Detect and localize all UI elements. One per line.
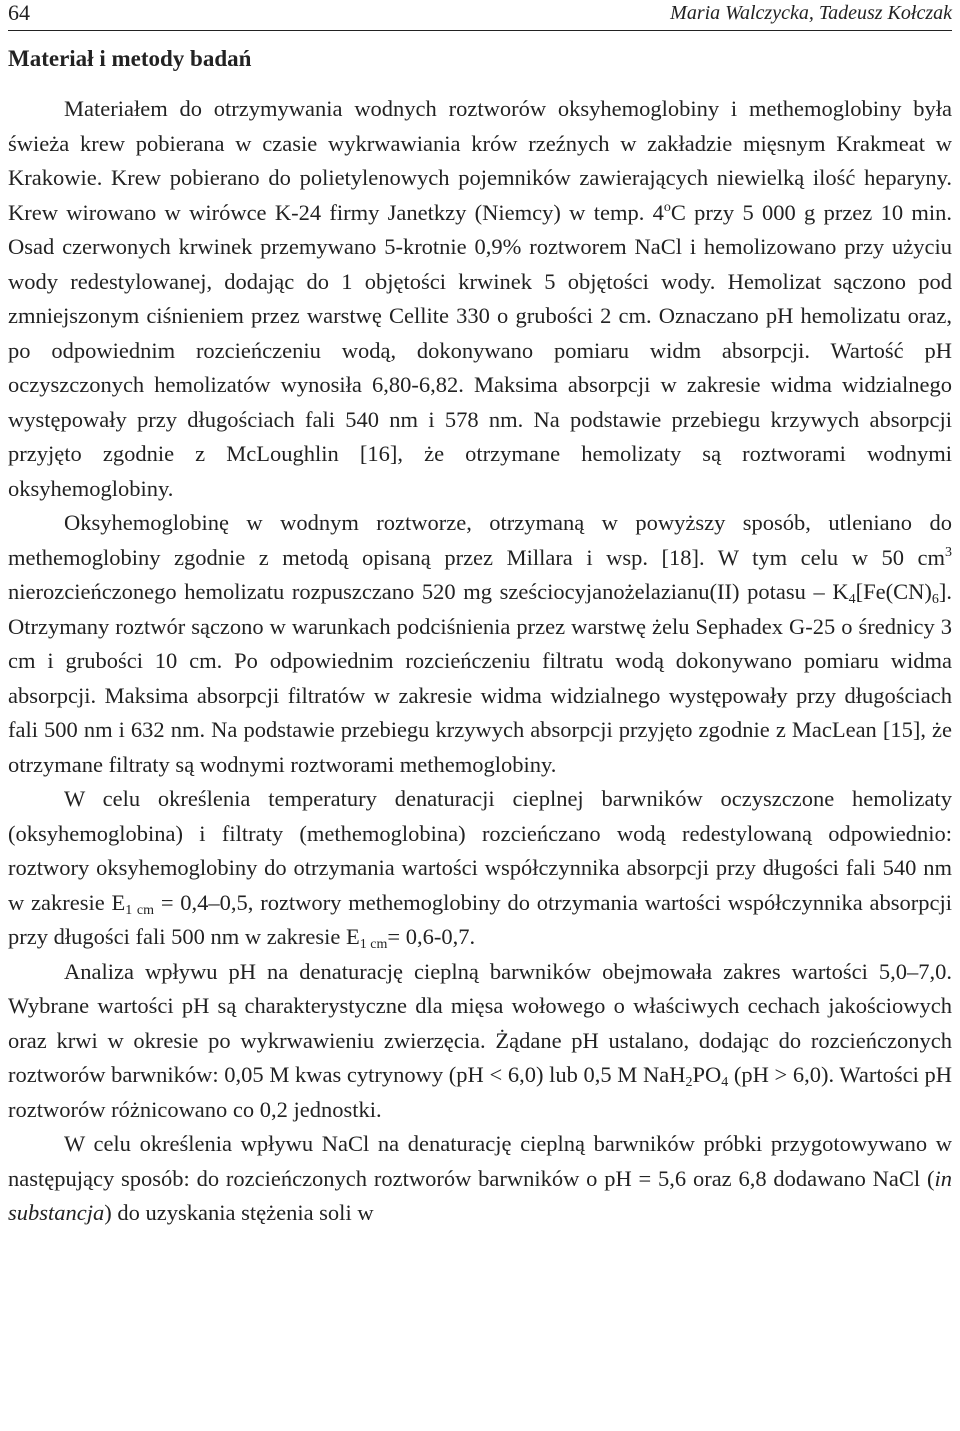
p3-text-b: = 0,4–0,5, roztwory methemoglobiny do otrzymania wartości współczynnika absorpcji przy długości fali 500 nm w zakresie E xyxy=(8,889,952,949)
page-header xyxy=(8,0,952,28)
p5-text-b: ) do uzyskania stężenia soli w xyxy=(104,1200,374,1225)
p2-subscript-1: 4 xyxy=(848,592,856,607)
p3-subscript-1: 1 cm xyxy=(125,902,155,918)
p1-superscript: o xyxy=(663,199,671,215)
body-text xyxy=(8,92,952,1231)
p2-superscript: 3 xyxy=(945,544,952,560)
p4-subscript-2: 4 xyxy=(721,1075,729,1090)
p2-text-b: nierozcieńczonego hemolizatu rozpuszczano 520 mg sześciocyjanożelazianu(II) potasu – K xyxy=(8,579,849,604)
paragraph-1 xyxy=(8,92,952,506)
page-number: 64 xyxy=(8,0,30,25)
p1-text-a: Materiałem do otrzymywania wodnych roztworów oksyhemoglobiny i methemoglobiny była świeża krew pobierana w czasie wykrwawiania krów rzeźnych w zakładzie mięsnym Krakmeat w Krakowie. Krew pobierano do polietylenowych pojemników zawierających niewielką ilość heparyny. Krew wirowano w wirówce K-24 firmy Janetkzy (Niemcy) w temp. 4 xyxy=(8,96,952,225)
p2-text-d: ]. Otrzymany roztwór sączono w warunkach podciśnienia przez warstwę żelu Sephadex G-25 o średnicy 3 cm i grubości 10 cm. Po odpowiednim rozcieńczeniu filtratu wodą dokonywano pomiaru widma absorpcji. Maksima absorpcji filtratów w zakresie widma widzialnego występowały przy długościach fali 500 nm i 632 nm. Na podstawie przebiegu krzywych absorpcji przyjęto zgodnie z MacLean [15], że otrzymane filtraty są wodnymi roztworami methemoglobiny. xyxy=(8,579,952,777)
p5-italic-term: in substancja xyxy=(8,1165,952,1225)
p2-subscript-2: 6 xyxy=(931,592,939,607)
paragraph-2 xyxy=(8,506,952,782)
p3-subscript-2: 1 cm xyxy=(359,937,388,952)
p5-text-a: W celu określenia wpływu NaCl na denaturację cieplną barwników próbki przygotowywano w następujący sposób: do rozcieńczonych roztworów barwników o pH = 5,6 oraz 6,8 dodawano NaCl ( xyxy=(8,1131,952,1191)
p4-text-b: PO xyxy=(692,1062,722,1087)
p4-text-c: (pH > 6,0). Wartości pH roztworów różnicowano co 0,2 jednostki. xyxy=(8,1062,952,1122)
p3-text-c: = 0,6-0,7. xyxy=(387,924,476,949)
header-rule xyxy=(8,30,952,31)
p2-text-c: [Fe(CN) xyxy=(855,579,932,604)
running-head-authors: Maria Walczycka, Tadeusz Kołczak xyxy=(670,2,952,24)
section-heading: Materiał i metody badań xyxy=(8,46,252,71)
p4-text-a: Analiza wpływu pH na denaturację cieplną barwników obejmowała zakres wartości 5,0–7,0. Wybrane wartości pH są charakterystyczne dla mięsa wołowego o właściwych cechach jakościowych oraz krwi w okresie po wykrwawieniu zwierzęcia. Żądane pH ustalano, dodając do rozcieńczonych roztworów barwników: 0,05 M kwas cytrynowy (pH < 6,0) lub 0,5 M NaH xyxy=(8,958,952,1087)
paragraph-5 xyxy=(8,1127,952,1231)
paragraph-3 xyxy=(8,782,952,955)
paragraph-4 xyxy=(8,955,952,1128)
p2-text-a: Oksyhemoglobinę w wodnym roztworze, otrzymaną w powyższy sposób, utleniano do methemoglobiny zgodnie z metodą opisaną przez Millara i wsp. [18]. W tym celu w 50 cm xyxy=(8,510,952,570)
p3-text-a: W celu określenia temperatury denaturacji cieplnej barwników oczyszczone hemolizaty (oksyhemoglobina) i filtraty (methemoglobina) rozcieńczano wodą redestylowaną odpowiednio: roztwory oksyhemoglobiny do otrzymania wartości współczynnika absorpcji przy długości fali 540 nm w zakresie E xyxy=(8,786,952,915)
p4-subscript-1: 2 xyxy=(685,1075,693,1090)
p1-text-b: C przy 5 000 g przez 10 min. Osad czerwonych krwinek przemywano 5-krotnie 0,9% roztworem NaCl i hemolizowano przy użyciu wody redestylowanej, dodając do 1 objętości krwinek 5 objętości wody. Hemolizat sączono pod zmniejszonym ciśnieniem przez warstwę Cellite 330 o grubości 2 cm. Oznaczano pH hemolizatu oraz, po odpowiednim rozcieńczeniu wodą, dokonywano pomiaru widm absorpcji. Wartość pH oczyszczonych hemolizatów wynosiła 6,80-6,82. Maksima absorpcji w zakresie widma widzialnego występowały przy długościach fali 540 nm i 578 nm. Na podstawie przebiegu krzywych absorpcji przyjęto zgodnie z McLoughlin [16], że otrzymane hemolizaty są roztworami wodnymi oksyhemoglobiny. xyxy=(8,199,952,501)
